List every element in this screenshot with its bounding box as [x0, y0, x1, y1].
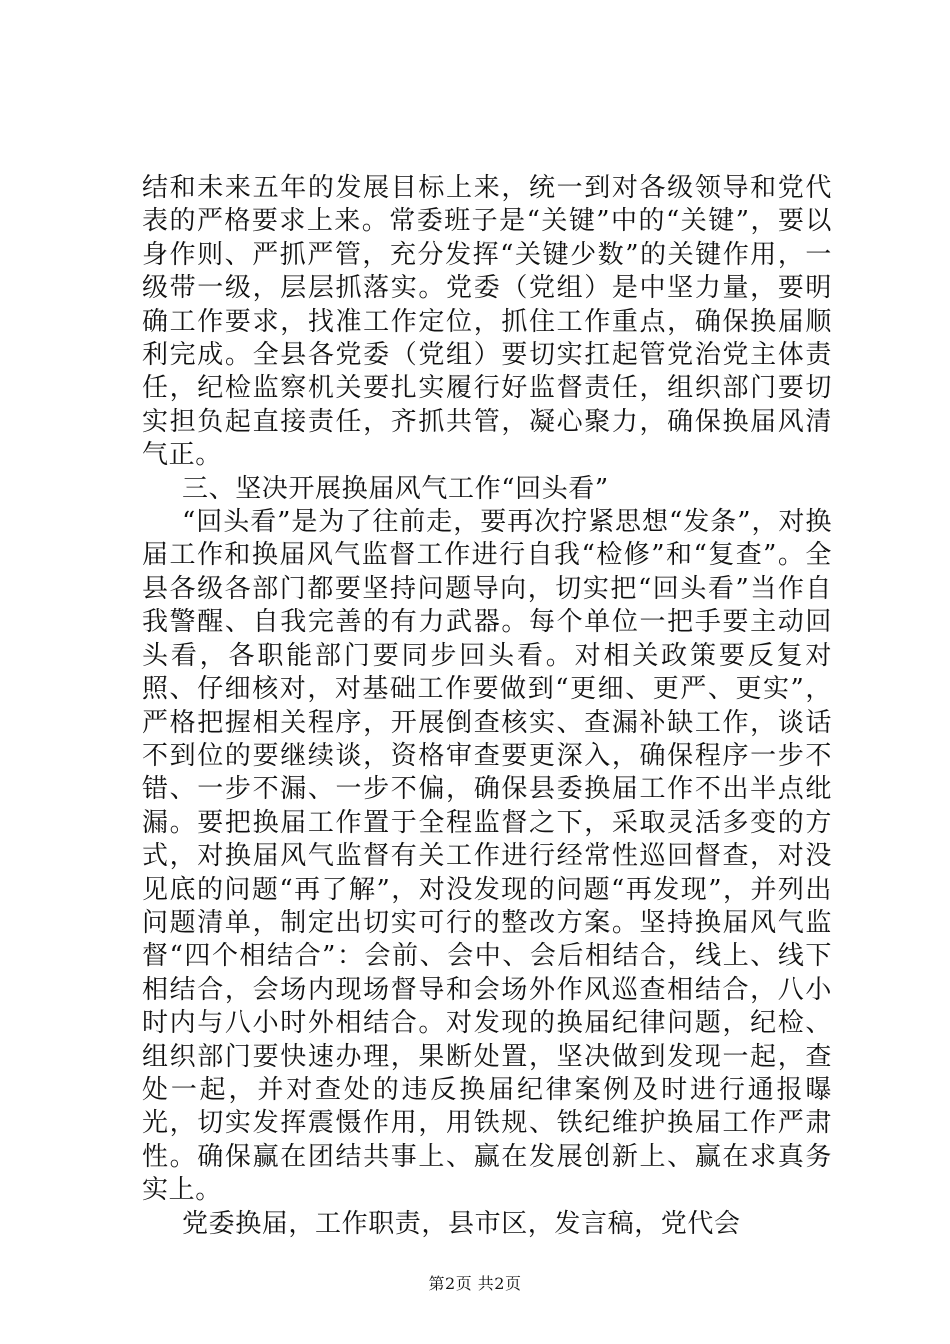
- keywords-line: 党委换届，工作职责，县市区，发言稿，党代会: [182, 1208, 741, 1239]
- paragraph-look-back: “回头看”是为了往前走，要再次拧紧思想“发条”，对换届工作和换届风气监督工作进行自我“检修”和“复查”。全县各级各部门都要坚持问题导向，切实把“回头看”当作自我警醒、自我完善的有力武器。每个单位一把手要主动回头看，各职能部门要同步回头看。对相关政策要反复对照、仔细核对，对基础工作要做到“更细、更严、更实”，严格把握相关程序，开展倒查核实、查漏补缺工作，谈话不到位的要继续谈，资格审查要更深入，确保程序一步不错、一步不漏、一步不偏，确保县委换届工作不出半点纰漏。要把换届工作置于全程监督之下，采取灵活多变的方式，对换届风气监督有关工作进行经常性巡回督查，对没见底的问题“再了解”，对没发现的问题“再发现”，并列出问题清单，制定出切实可行的整改方案。坚持换届风气监督“四个相结合”：会前、会中、会后相结合，线上、线下相结合，会场内现场督导和会场外作风巡查相结合，八小时内与八小时外相结合。对发现的换届纪律问题，纪检、组织部门要快速办理，果断处置，坚决做到发现一起，查处一起，并对查处的违反换届纪律案例及时进行通报曝光，切实发挥震慑作用，用铁规、铁纪维护换届工作严肃性。确保赢在团结共事上、赢在发展创新上、赢在求真务实上。: [142, 507, 832, 1206]
- paragraph-continuation: 结和未来五年的发展目标上来，统一到对各级领导和党代表的严格要求上来。常委班子是“关键”中的“关键”，要以身作则、严抓严管，充分发挥“关键少数”的关键作用，一级带一级，层层抓落实。党委（党组）是中坚力量，要明确工作要求，找准工作定位，抓住工作重点，确保换届顺利完成。全县各党委（党组）要切实扛起管党治党主体责任，纪检监察机关要扎实履行好监督责任，组织部门要切实担负起直接责任，齐抓共管，凝心聚力，确保换届风清气正。: [142, 173, 832, 471]
- page-number-footer: 第2页 共2页: [428, 1274, 522, 1293]
- section-heading: 三、坚决开展换届风气工作“回头看”: [182, 473, 609, 504]
- document-body: [142, 172, 832, 1241]
